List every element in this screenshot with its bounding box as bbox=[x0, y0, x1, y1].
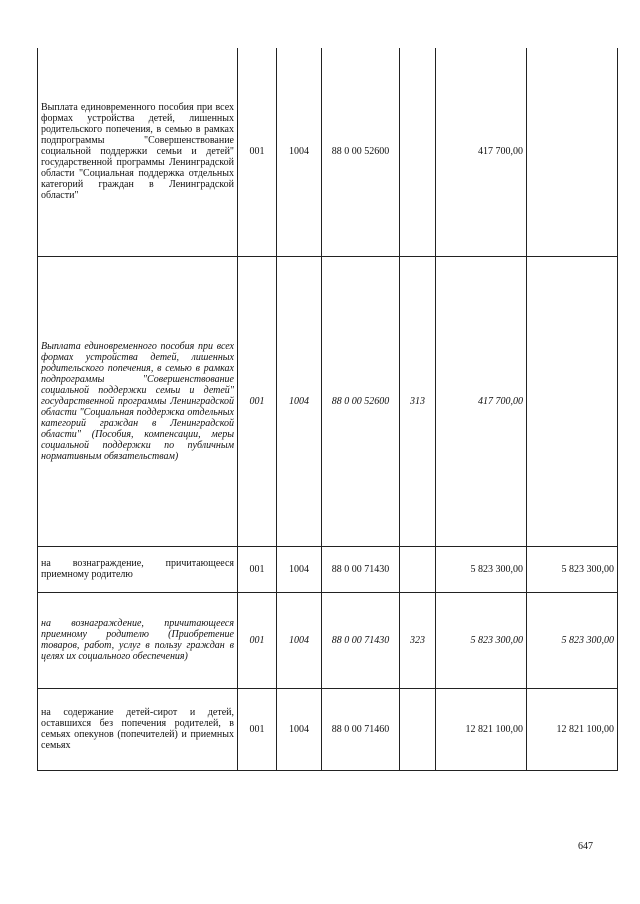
table-row bbox=[38, 688, 618, 770]
row-description: на вознаграждение, причитающееся приемному родителю (Приобретение товаров, работ, услуг в пользу граждан в целях их социального обеспечения) bbox=[38, 592, 238, 688]
expense-type-code bbox=[400, 48, 436, 256]
table-row bbox=[38, 256, 618, 546]
target-article-code: 88 0 00 71430 bbox=[322, 592, 400, 688]
amount-year-1: 12 821 100,00 bbox=[436, 688, 527, 770]
budget-table bbox=[37, 48, 618, 771]
table-row bbox=[38, 546, 618, 592]
amount-year-2: 12 821 100,00 bbox=[527, 688, 618, 770]
table-row bbox=[38, 592, 618, 688]
amount-year-1: 417 700,00 bbox=[436, 48, 527, 256]
section-code: 1004 bbox=[277, 688, 322, 770]
expense-type-code bbox=[400, 688, 436, 770]
row-description: на содержание детей-сирот и детей, оставшихся без попечения родителей, в семьях опекунов (попечителей) и приемных семьях bbox=[38, 688, 238, 770]
amount-year-2 bbox=[527, 48, 618, 256]
amount-year-2: 5 823 300,00 bbox=[527, 592, 618, 688]
amount-year-1: 417 700,00 bbox=[436, 256, 527, 546]
expense-type-code: 323 bbox=[400, 592, 436, 688]
ministry-code: 001 bbox=[238, 48, 277, 256]
page-number: 647 bbox=[578, 841, 593, 852]
ministry-code: 001 bbox=[238, 256, 277, 546]
table-row bbox=[38, 48, 618, 256]
ministry-code: 001 bbox=[238, 592, 277, 688]
section-code: 1004 bbox=[277, 256, 322, 546]
amount-year-1: 5 823 300,00 bbox=[436, 546, 527, 592]
amount-year-2: 5 823 300,00 bbox=[527, 546, 618, 592]
target-article-code: 88 0 00 71460 bbox=[322, 688, 400, 770]
target-article-code: 88 0 00 52600 bbox=[322, 48, 400, 256]
ministry-code: 001 bbox=[238, 688, 277, 770]
expense-type-code: 313 bbox=[400, 256, 436, 546]
target-article-code: 88 0 00 52600 bbox=[322, 256, 400, 546]
row-description: Выплата единовременного пособия при всех формах устройства детей, лишенных родительского попечения, в семью в рамках подпрограммы "Совершенствование социальной поддержки семьи и детей" государственной программы Ленинградской области "Социальная поддержка отдельных категорий граждан в Ленинградской области" (Пособия, компенсации, меры социальной поддержки по публичным нормативным обязательствам) bbox=[38, 256, 238, 546]
expense-type-code bbox=[400, 546, 436, 592]
row-description: Выплата единовременного пособия при всех формах устройства детей, лишенных родительского попечения, в семью в рамках подпрограммы "Совершенствование социальной поддержки семьи и детей" государственной программы Ленинградской области "Социальная поддержка отдельных категорий граждан в Ленинградской области" bbox=[38, 48, 238, 256]
amount-year-1: 5 823 300,00 bbox=[436, 592, 527, 688]
section-code: 1004 bbox=[277, 48, 322, 256]
target-article-code: 88 0 00 71430 bbox=[322, 546, 400, 592]
row-description: на вознаграждение, причитающееся приемному родителю bbox=[38, 546, 238, 592]
ministry-code: 001 bbox=[238, 546, 277, 592]
section-code: 1004 bbox=[277, 592, 322, 688]
section-code: 1004 bbox=[277, 546, 322, 592]
amount-year-2 bbox=[527, 256, 618, 546]
